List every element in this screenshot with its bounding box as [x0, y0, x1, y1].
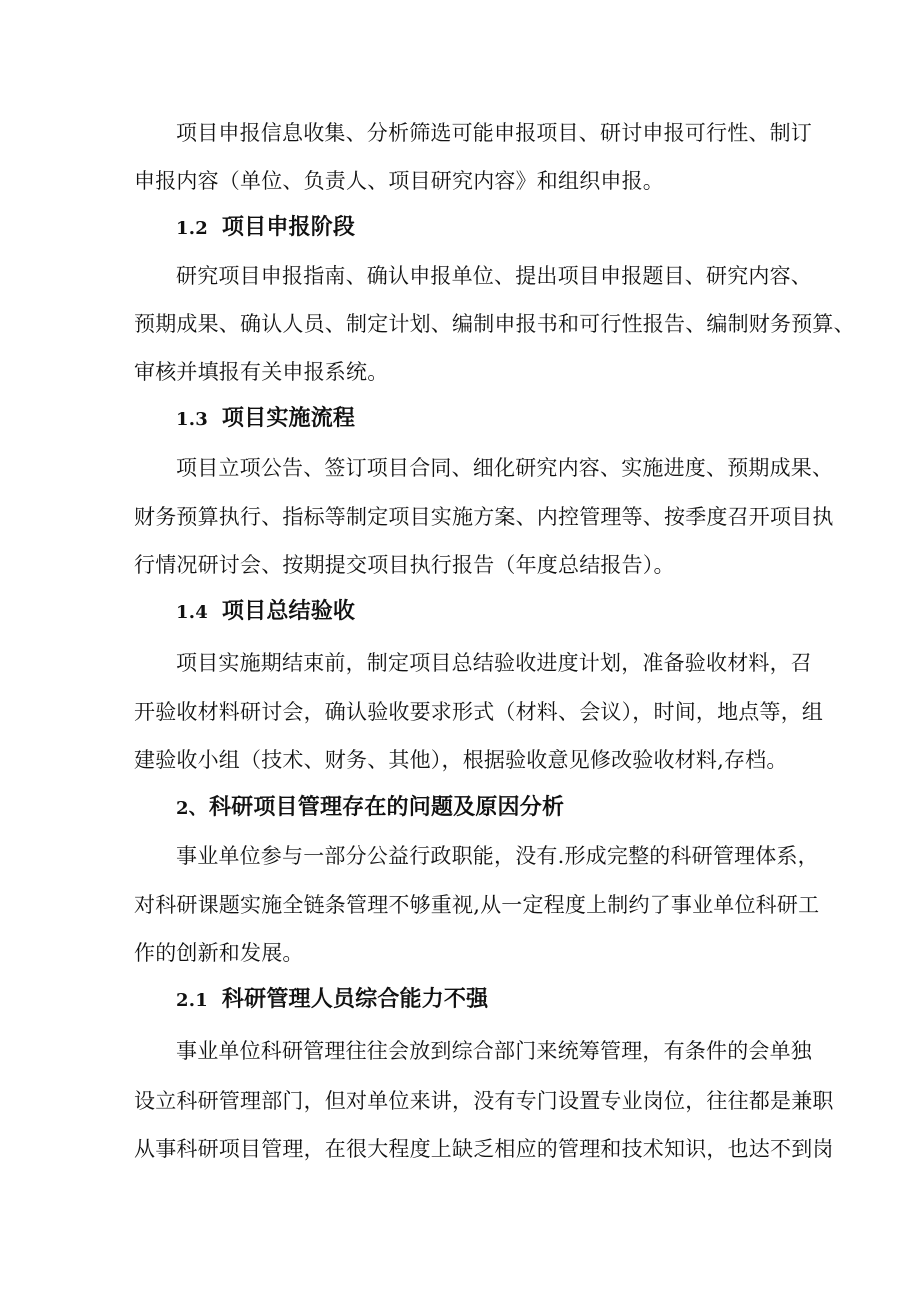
section-heading [176, 404, 355, 434]
paragraph-line: 项目立项公告、签订项目合同、细化研究内容、实施进度、预期成果、 [176, 456, 834, 480]
section-number: 1.3 [176, 409, 208, 430]
paragraph-line: 对科研课题实施全链条管理不够重视,从一定程度上制约了事业单位科研工 [134, 893, 820, 917]
paragraph-line: 研究项目申报指南、确认申报单位、提出项目申报题目、研究内容、 [176, 264, 812, 288]
paragraph-line: 从事科研项目管理，在很大程度上缺乏相应的管理和技术知识，也达不到岗 [134, 1137, 834, 1161]
paragraph-line: 开验收材料研讨会，确认验收要求形式（材料、会议），时间，地点等，组 [134, 700, 824, 724]
paragraph-line: 建验收小组（技术、财务、其他），根据验收意见修改验收材料,存档。 [134, 748, 788, 772]
paragraph-line: 设立科研管理部门，但对单位来讲，没有专门设置专业岗位，往往都是兼职 [134, 1089, 834, 1113]
section-number: 1.4 [176, 602, 208, 623]
paragraph-line: 预期成果、确认人员、制定计划、编制申报书和可行性报告、编制财务预算、 [134, 312, 855, 336]
section-number: 2.1 [176, 990, 208, 1011]
paragraph-line: 事业单位参与一部分公益行政职能，没有.形成完整的科研管理体系， [176, 844, 819, 868]
paragraph-line: 项目申报信息收集、分析筛选可能申报项目、研讨申报可行性、制订 [176, 121, 812, 145]
paragraph-line: 项目实施期结束前，制定项目总结验收进度计划，准备验收材料，召 [176, 651, 812, 675]
paragraph-line: 作的创新和发展。 [134, 941, 304, 965]
paragraph-line: 行情况研讨会、按期提交项目执行报告（年度总结报告）。 [134, 553, 675, 577]
section-title: 科研项目管理存在的问题及原因分析 [208, 795, 565, 820]
paragraph-line: 审核并填报有关申报系统。 [134, 360, 389, 384]
paragraph-line: 申报内容（单位、负责人、项目研究内容》和组织申报。 [134, 169, 664, 193]
section-number: 1.2 [176, 218, 208, 239]
section-number: 2、 [176, 798, 207, 819]
section-heading [176, 213, 355, 243]
section-title: 项目申报阶段 [221, 215, 356, 240]
paragraph-line: 事业单位科研管理往往会放到综合部门来统筹管理，有条件的会单独 [176, 1039, 812, 1063]
section-heading [176, 793, 564, 823]
paragraph-line: 财务预算执行、指标等制定项目实施方案、内控管理等、按季度召开项目执 [134, 505, 834, 529]
section-title: 项目实施流程 [221, 406, 356, 431]
section-title: 项目总结验收 [221, 599, 356, 624]
section-heading [176, 597, 355, 627]
section-title: 科研管理人员综合能力不强 [221, 987, 489, 1012]
section-heading [176, 985, 488, 1015]
